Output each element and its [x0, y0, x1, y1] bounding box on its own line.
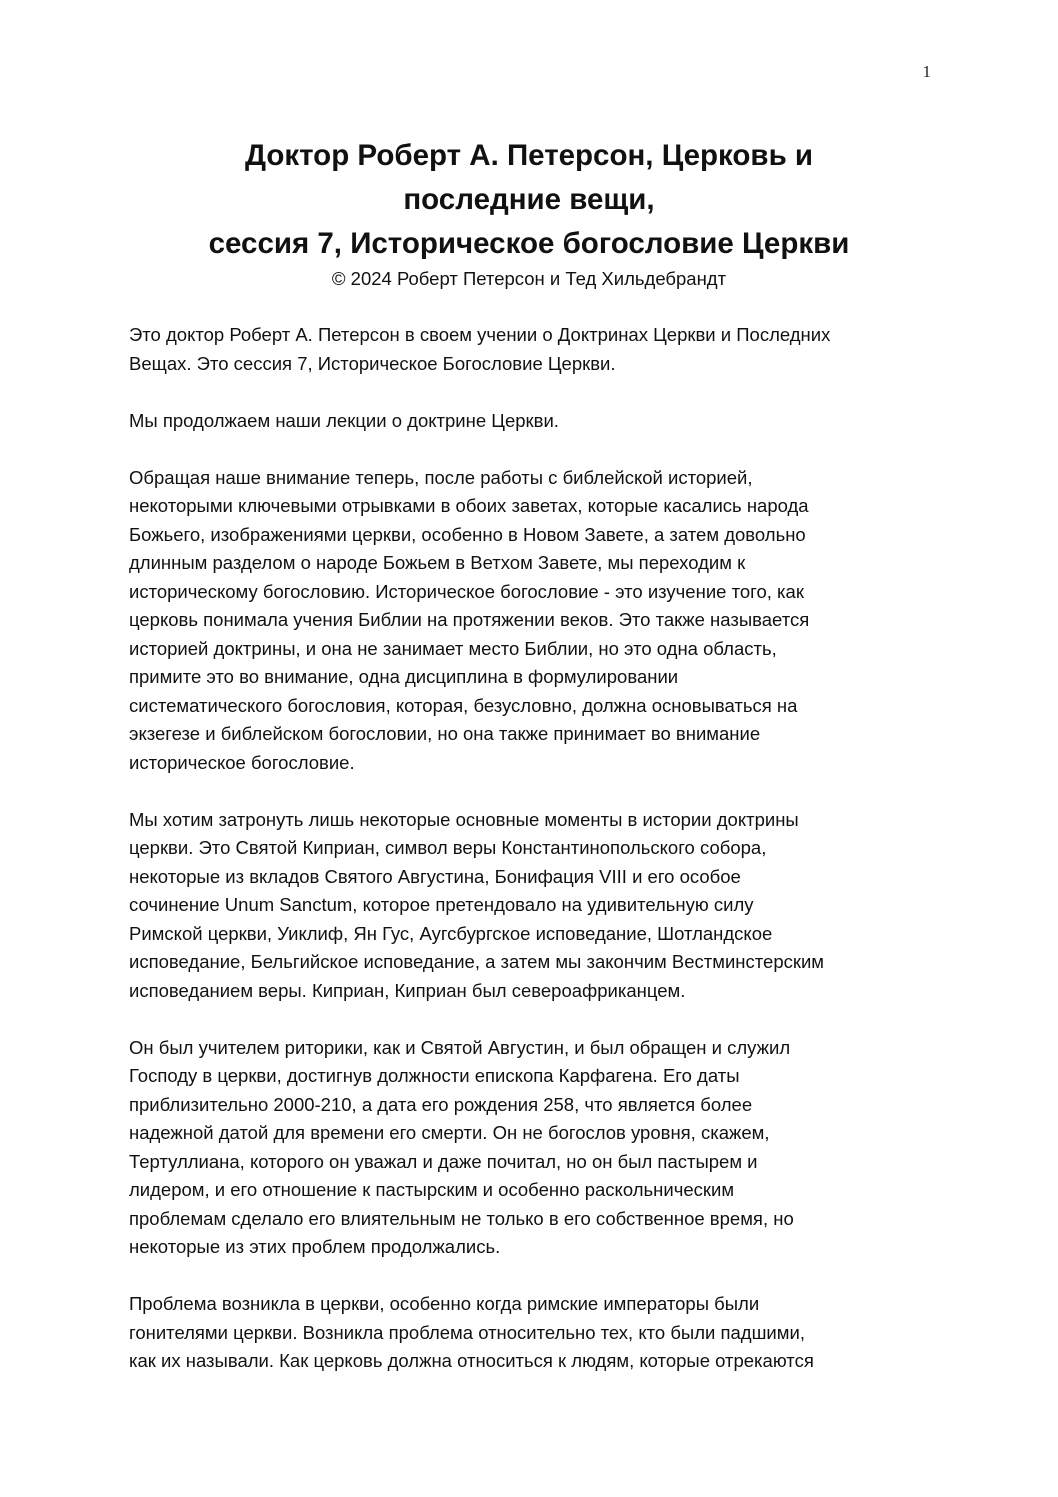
paragraph-line: некоторые из этих проблем продолжались. — [129, 1236, 501, 1257]
paragraph-line: примите это во внимание, одна дисциплина в формулировании — [129, 666, 679, 687]
paragraph — [129, 321, 934, 378]
paragraph-line: Божьего, изображениями церкви, особенно в Новом Завете, а затем довольно — [129, 523, 806, 545]
title-line-1: Доктор Роберт А. Петерсон, Церковь и — [244, 139, 814, 172]
paragraph — [129, 407, 934, 436]
title-line-2: последние вещи, — [403, 183, 655, 216]
paragraph-line: исповедание, Бельгийское исповедание, а затем мы закончим Вестминстерским — [129, 951, 825, 972]
paragraph — [129, 806, 934, 1006]
paragraph-line: длинным разделом о народе Божьем в Ветхом Завете, мы переходим к — [129, 552, 746, 573]
paragraph — [129, 1034, 934, 1262]
paragraph — [129, 1290, 934, 1376]
title-block — [128, 134, 930, 292]
paragraph-line: Мы хотим затронуть лишь некоторые основные моменты в истории доктрины — [129, 808, 799, 830]
paragraph-line: Проблема возникла в церкви, особенно когда римские императоры были — [129, 1293, 760, 1314]
copyright-line: © 2024 Роберт Петерсон и Тед Хильдебрандт — [331, 268, 727, 289]
paragraph-line: некоторыми ключевыми отрывками в обоих заветах, которые касались народа — [129, 495, 809, 516]
paragraph-line: церковь понимала учения Библии на протяжении веков. Это также называется — [129, 609, 810, 630]
paragraph-line: Господу в церкви, достигнув должности епископа Карфагена. Его даты — [129, 1065, 740, 1086]
paragraph-line: Он был учителем риторики, как и Святой Августин, и был обращен и служил — [129, 1036, 791, 1058]
paragraph-line: Тертуллиана, которого он уважал и даже почитал, но он был пастырем и — [129, 1150, 758, 1172]
paragraph-line: Это доктор Роберт А. Петерсон в своем учении о Доктринах Церкви и Последних — [129, 324, 831, 345]
paragraph-line: экзегезе и библейском богословии, но она также принимает во внимание — [129, 723, 761, 744]
body-text — [129, 321, 934, 1404]
title-line-3: сессия 7, Историческое богословие Церкви — [208, 227, 850, 260]
paragraph-line: гонителями церкви. Возникла проблема относительно тех, кто были падшими, — [129, 1321, 805, 1343]
paragraph-line: некоторые из вкладов Святого Августина, Бонифация VIII и его особое — [129, 865, 741, 887]
paragraph-line: сочинение Unum Sanctum, которое претендовало на удивительную силу — [129, 894, 754, 915]
paragraph-line: историческое богословие. — [129, 751, 355, 773]
paragraph-line: Мы продолжаем наши лекции о доктрине Церкви. — [129, 409, 559, 431]
paragraph-line: историей доктрины, и она не занимает место Библии, но это одна область, — [129, 637, 777, 659]
paragraph-line: приблизительно 2000-210, а дата его рождения 258, что является более — [129, 1093, 753, 1115]
paragraph-line: систематического богословия, которая, безусловно, должна основываться на — [129, 694, 798, 716]
page-number: 1 — [922, 62, 931, 81]
paragraph — [129, 464, 934, 778]
paragraph-line: надежной датой для времени его смерти. Он не богослов уровня, скажем, — [129, 1122, 770, 1143]
paragraph-line: исповеданием веры. Киприан, Киприан был североафриканцем. — [129, 979, 686, 1001]
paragraph-line: как их называли. Как церковь должна относиться к людям, которые отрекаются — [129, 1350, 814, 1371]
paragraph-line: Вещах. Это сессия 7, Историческое Богословие Церкви. — [129, 352, 616, 374]
paragraph-line: Римской церкви, Уиклиф, Ян Гус, Аугсбургское исповедание, Шотландское — [129, 922, 773, 944]
paragraph-line: проблемам сделало его влиятельным не только в его собственное время, но — [129, 1207, 794, 1229]
paragraph-line: лидером, и его отношение к пастырским и особенно раскольническим — [129, 1179, 735, 1200]
paragraph-line: историческому богословию. Историческое богословие - это изучение того, как — [129, 580, 804, 602]
paragraph-line: церкви. Это Святой Киприан, символ веры Константинопольского собора, — [129, 837, 767, 858]
paragraph-line: Обращая наше внимание теперь, после работы с библейской историей, — [129, 466, 753, 488]
